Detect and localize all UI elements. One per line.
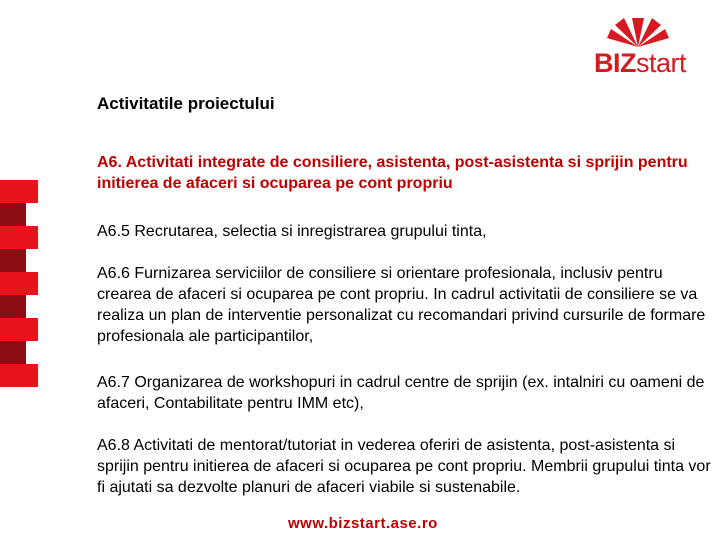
stripe	[0, 318, 38, 341]
activity-item-a6-6: A6.6 Furnizarea serviciilor de consiliere si orientare profesionala, inclusiv pentru crearea de afaceri si ocuparea pe cont propriu. In cadrul activitatii de consiliere se va realiza un plan de interventie personalizat cu recomandari privind cursurile de formare profesionala ale participantilor,	[97, 265, 706, 345]
stripe	[0, 203, 26, 226]
footer-website-link[interactable]: www.bizstart.ase.ro	[288, 515, 438, 532]
stripe	[0, 295, 26, 318]
stripe	[0, 341, 26, 364]
sunburst-icon	[592, 12, 702, 52]
logo-start-text: start	[636, 48, 687, 78]
activity-item-a6-7: A6.7 Organizarea de workshopuri in cadrul centre de sprijin (ex. intalniri cu oameni de afaceri, Contabilitate pentru IMM etc),	[97, 374, 705, 412]
activity-item-a6-5: A6.5 Recrutarea, selectia si inregistrarea grupului tinta,	[97, 223, 487, 240]
logo-wordmark	[594, 48, 686, 78]
activity-heading: A6. Activitati integrate de consiliere, asistenta, post-asistenta si sprijin pentru initierea de afaceri si ocuparea pe cont propriu	[97, 154, 688, 192]
slide-title: Activitatile proiectului	[97, 94, 275, 113]
stripe	[0, 249, 26, 272]
bizstart-logo	[592, 12, 702, 78]
stripe	[0, 272, 38, 295]
stripe	[0, 180, 38, 203]
stripe	[0, 226, 38, 249]
activity-item-a6-8: A6.8 Activitati de mentorat/tutoriat in vederea oferiri de asistenta, post-asistenta si sprijin pentru initierea de afaceri si ocuparea pe cont propriu. Membrii grupului tinta vor fi ajutati sa dezvolte planuri de afaceri viabile si sustenabile.	[97, 437, 711, 496]
stripe	[0, 364, 38, 387]
logo-biz-text: BIZ	[594, 48, 636, 78]
